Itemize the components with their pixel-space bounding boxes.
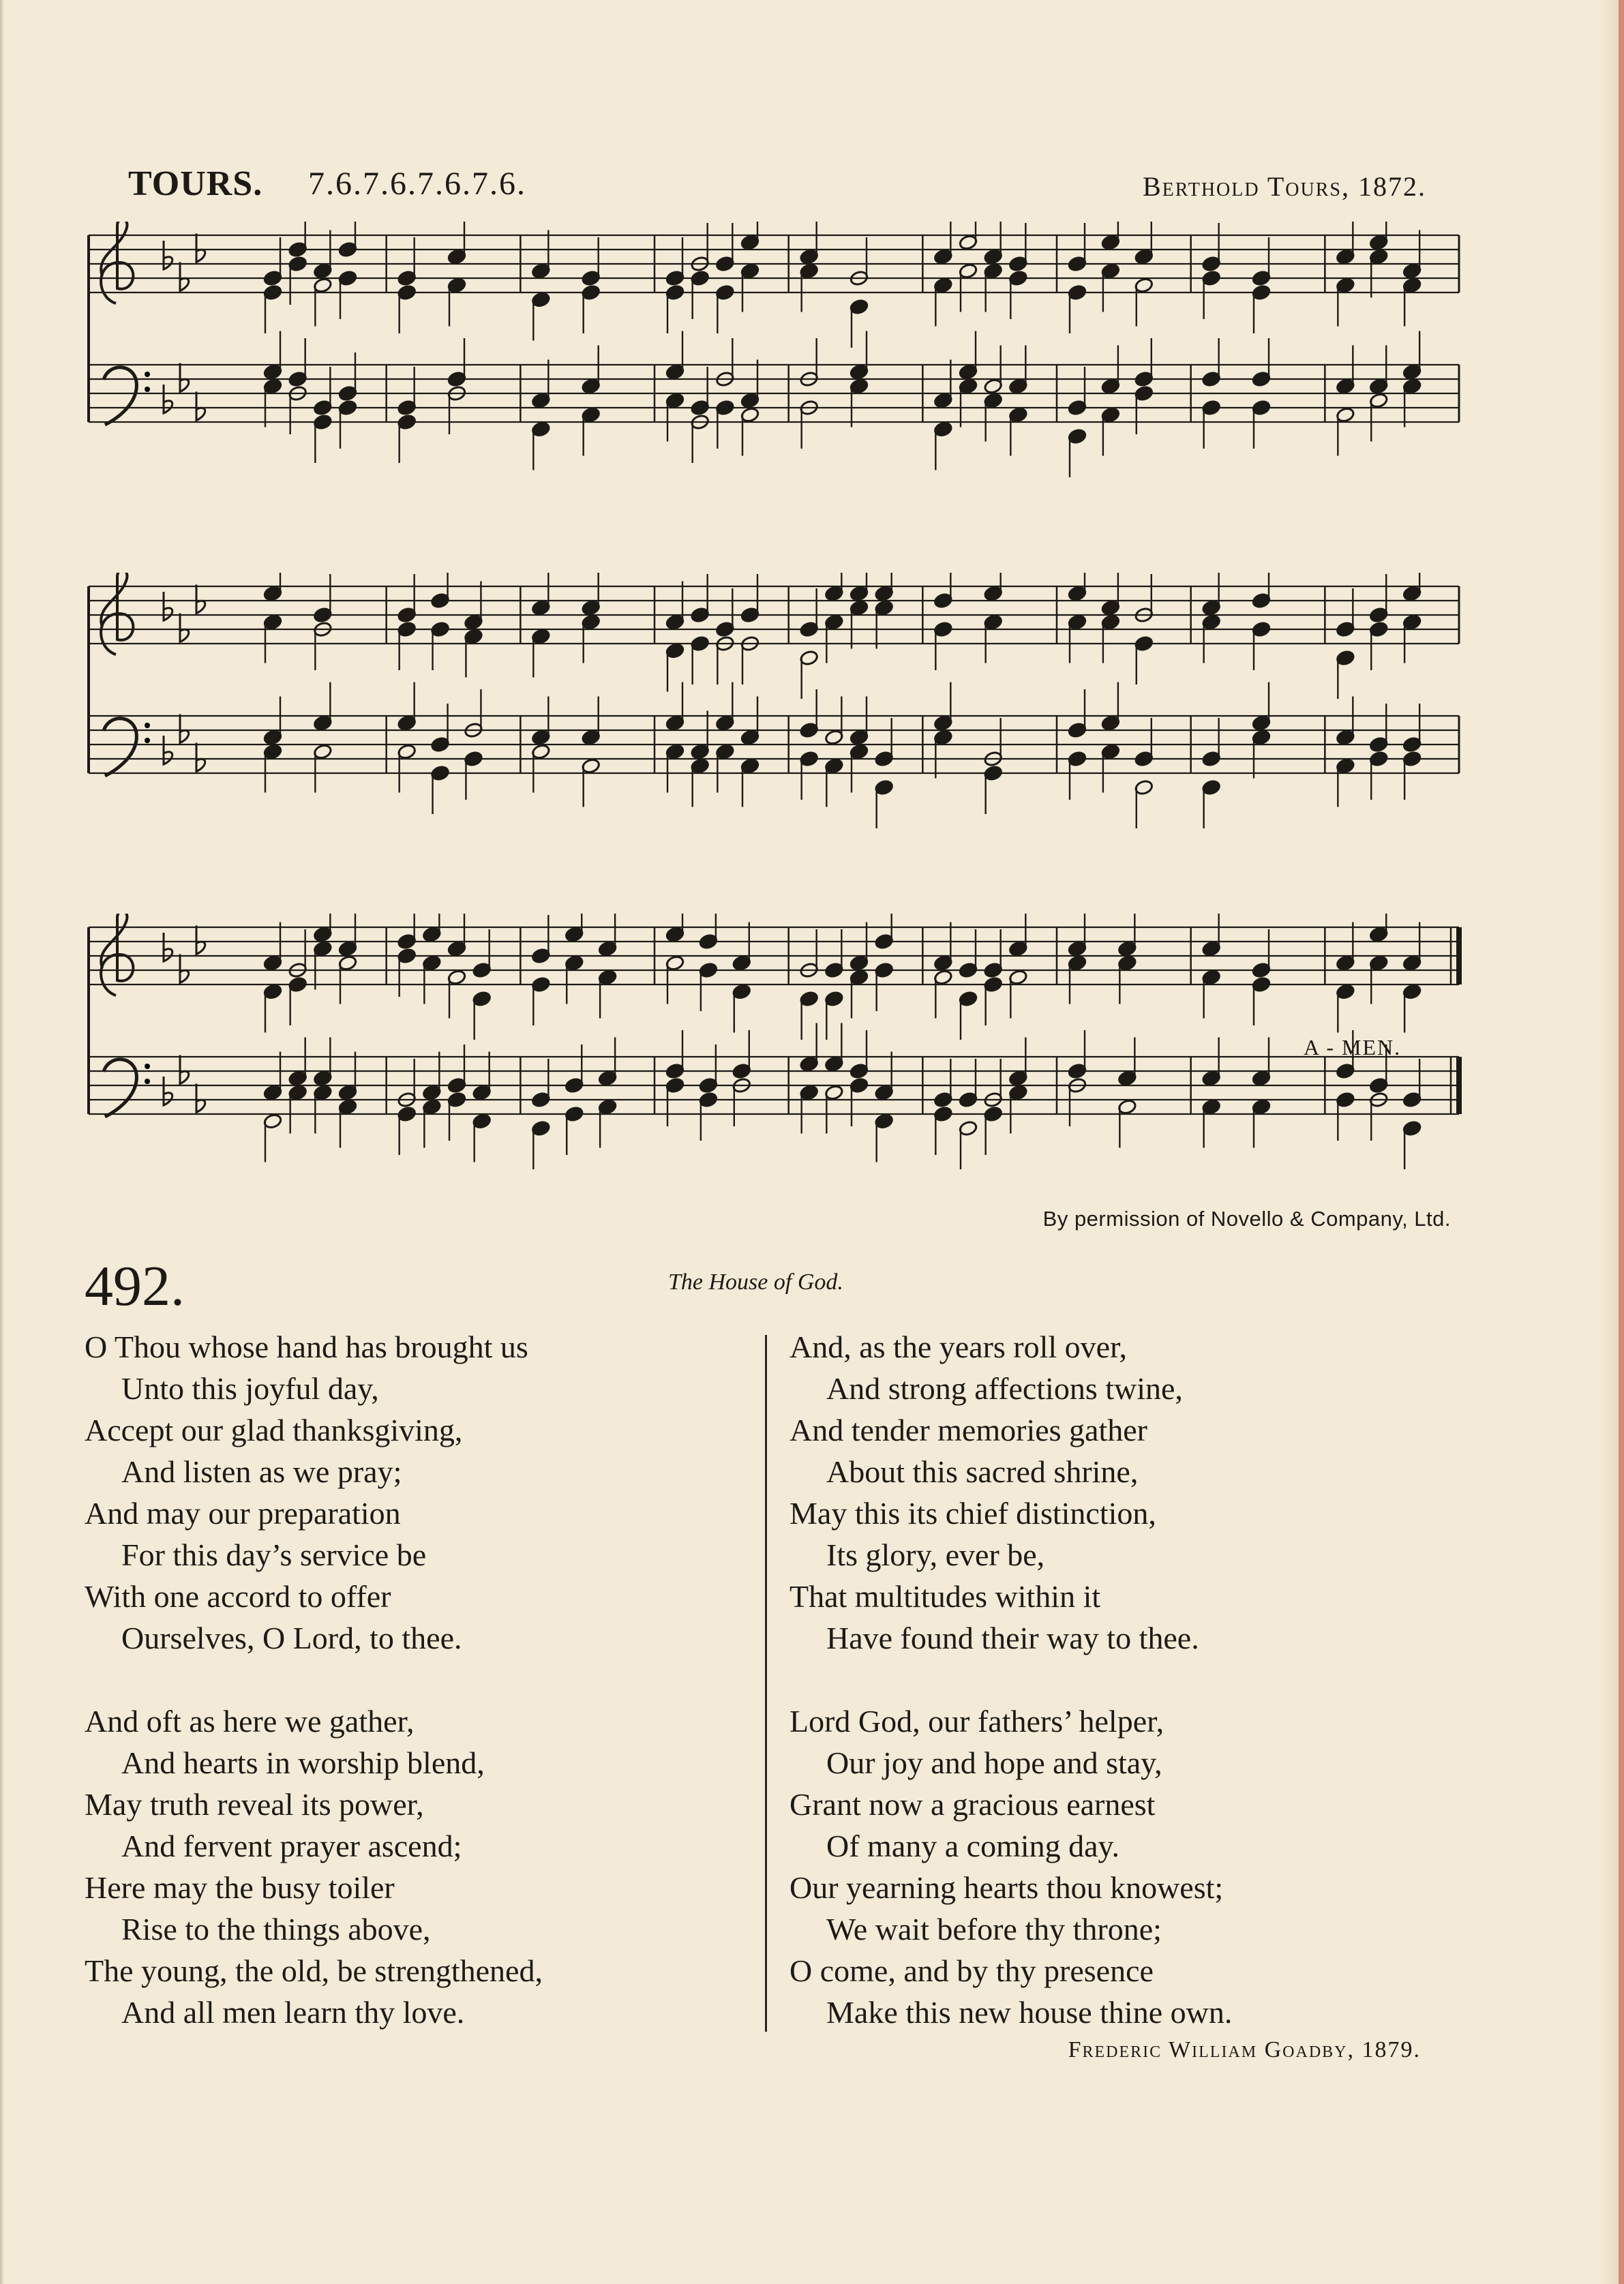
bass-clef-dot — [145, 1064, 150, 1069]
lyric-line: And all men learn thy love. — [121, 1995, 465, 2030]
lyric-line: Of many a coming day. — [826, 1829, 1120, 1863]
lyric-line: May this its chief distinction, — [790, 1496, 1156, 1531]
permission-note: By permission of Novello & Company, Ltd. — [1042, 1207, 1451, 1231]
lyric-line: And strong affections twine, — [826, 1371, 1183, 1406]
tune-meter: 7.6.7.6.7.6.7.6. — [308, 166, 526, 202]
lyric-line: Have found their way to thee. — [826, 1621, 1199, 1655]
bass-clef-dot — [145, 738, 150, 743]
lyric-line: That multitudes within it — [790, 1579, 1101, 1614]
lyric-line: Ourselves, O Lord, to thee. — [121, 1621, 462, 1655]
bass-clef-dot — [145, 723, 150, 728]
flat-sign — [196, 234, 205, 262]
lyric-line: And may our preparation — [85, 1496, 401, 1531]
lyric-line: Our yearning hearts thou knowest; — [790, 1870, 1224, 1905]
stanza — [790, 1326, 1471, 1659]
flat-sign — [196, 1084, 205, 1113]
treble-clef — [101, 914, 133, 995]
lyric-line: And listen as we pray; — [121, 1454, 402, 1489]
lyric-line: And fervent prayer ascend; — [121, 1829, 462, 1863]
page-edge-shade — [1598, 0, 1619, 2284]
lyric-line: O come, and by thy presence — [790, 1953, 1154, 1988]
column-divider — [765, 1335, 767, 2032]
flat-sign — [180, 715, 189, 743]
bass-clef — [104, 719, 136, 776]
bass-clef — [104, 1060, 136, 1117]
lyric-line: Make this new house thine own. — [826, 1995, 1233, 2030]
stanza — [85, 1326, 766, 1659]
lyric-line: For this day’s service be — [121, 1537, 427, 1572]
lyric-line: About this sacred shrine, — [826, 1454, 1139, 1489]
lyric-line: O Thou whose hand has brought us — [85, 1329, 528, 1364]
bass-clef — [104, 367, 136, 425]
lyric-line: With one accord to offer — [85, 1579, 391, 1614]
flat-sign — [196, 743, 205, 772]
flat-sign — [196, 585, 205, 614]
music-system-3 — [82, 914, 1473, 1186]
hymn-number: 492. — [85, 1254, 185, 1318]
lyric-line: We wait before thy throne; — [826, 1912, 1162, 1947]
author-credit: Frederic William Goadby, 1879. — [1068, 2037, 1421, 2062]
amen-text: A - MEN. — [1304, 1035, 1402, 1060]
flat-sign — [164, 592, 172, 620]
flat-sign — [164, 933, 172, 961]
lyrics-column-right — [790, 1326, 1471, 2033]
tune-name: TOURS. — [128, 164, 263, 203]
flat-sign — [164, 1077, 172, 1105]
lyric-line: Its glory, ever be, — [826, 1537, 1045, 1572]
page-gutter-shadow — [0, 0, 4, 2284]
bass-clef-dot — [145, 1079, 150, 1084]
hymn-subtitle: The House of God. — [668, 1269, 843, 1295]
lyric-line: And, as the years roll over, — [790, 1329, 1128, 1364]
stanza — [790, 1700, 1471, 2033]
lyric-line: Lord God, our fathers’ helper, — [790, 1704, 1164, 1739]
flat-sign — [164, 385, 172, 413]
lyric-line: May truth reveal its power, — [85, 1787, 424, 1822]
flat-sign — [180, 262, 189, 291]
flat-sign — [196, 392, 205, 421]
lyric-line: Grant now a gracious earnest — [790, 1787, 1156, 1822]
treble-clef — [101, 573, 133, 655]
lyric-line: And hearts in worship blend, — [121, 1745, 485, 1780]
flat-sign — [196, 926, 205, 955]
lyric-line: And tender memories gather — [790, 1413, 1147, 1447]
lyric-line: Accept our glad thanksgiving, — [85, 1413, 463, 1447]
flat-sign — [180, 363, 189, 392]
music-system-2 — [82, 573, 1473, 845]
flat-sign — [180, 614, 189, 642]
bass-clef-dot — [145, 372, 150, 377]
lyric-line: Here may the busy toiler — [85, 1870, 395, 1905]
flat-sign — [180, 1055, 189, 1084]
flat-sign — [180, 955, 189, 983]
stanza — [85, 1700, 766, 2033]
lyric-line: And oft as here we gather, — [85, 1704, 415, 1739]
lyric-line: The young, the old, be strengthened, — [85, 1953, 543, 1988]
lyrics-column-left — [85, 1326, 766, 2033]
composer-credit: Berthold Tours, 1872. — [1142, 171, 1426, 202]
lyric-line: Rise to the things above, — [121, 1912, 431, 1947]
lyric-line: Our joy and hope and stay, — [826, 1745, 1162, 1780]
page-edge — [1619, 0, 1624, 2284]
music-system-1 — [82, 222, 1473, 494]
treble-clef — [101, 222, 133, 303]
flat-sign — [164, 736, 172, 764]
lyric-line: Unto this joyful day, — [121, 1371, 379, 1406]
flat-sign — [164, 241, 172, 269]
bass-clef-dot — [145, 387, 150, 392]
